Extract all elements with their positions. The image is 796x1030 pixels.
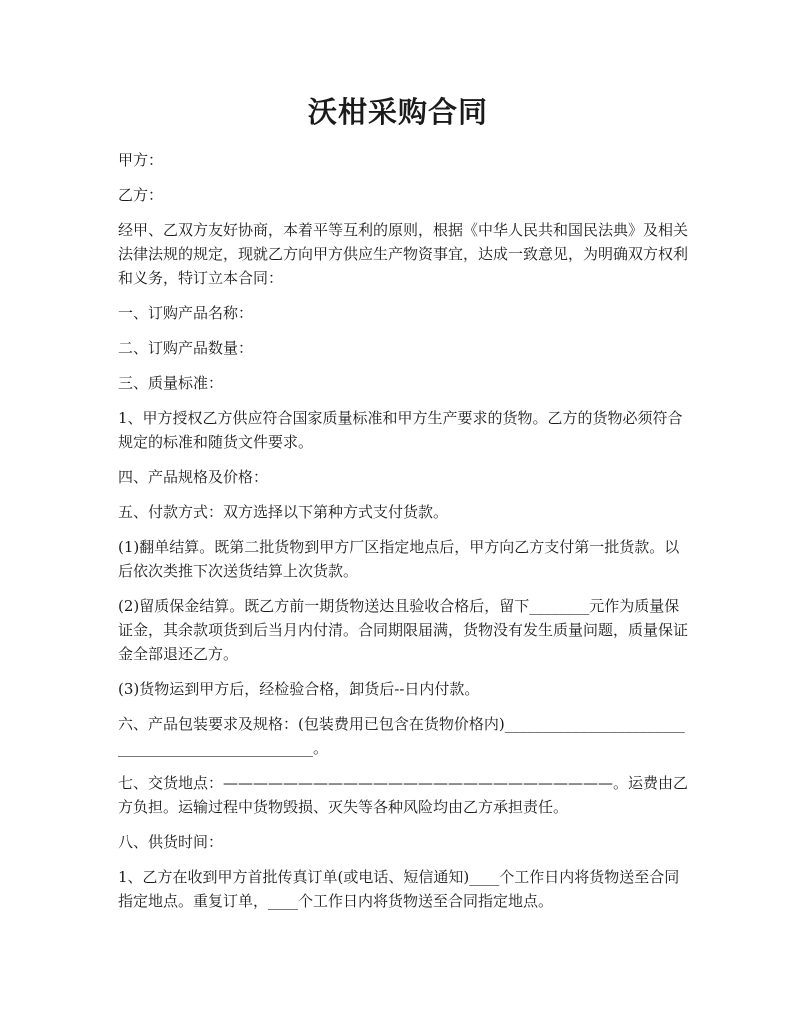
document-body — [118, 148, 688, 924]
preamble-paragraph: 经甲、乙双方友好协商，本着平等互利的原则，根据《中华人民共和国民法典》及相关法律法规的规定，现就乙方向甲方供应生产物资事宜，达成一致意见，为明确双方权利和义务，特订立本合同： — [118, 221, 689, 287]
section-spec-price: 四、产品规格及价格： — [118, 468, 269, 486]
payment-option-3: (3)货物运到甲方后，经检验合格，卸货后--日内付款。 — [118, 680, 480, 698]
section-product-quantity: 二、订购产品数量： — [118, 339, 254, 357]
section-packaging: 六、产品包装要求及规格：(包装费用已包含在货物价格内)__________________________________________________。 — [118, 715, 685, 757]
party-a-line: 甲方： — [118, 151, 164, 169]
section-delivery-place: 七、交货地点：——————————————————————————。运费由乙方负担。运输过程中货物毁损、灭失等各种风险均由乙方承担责任。 — [118, 774, 689, 816]
quality-clause-1: 1、甲方授权乙方供应符合国家质量标准和甲方生产要求的货物。乙方的货物必须符合规定的标准和随货文件要求。 — [118, 409, 683, 451]
document-title: 沃柑采购合同 — [307, 95, 488, 129]
payment-option-2: (2)留质保金结算。既乙方前一期货物送达且验收合格后，留下________元作为质量保证金，其余款项货到后当月内付清。合同期限届满，货物没有发生质量问题，质量保证金全部退还乙方。 — [118, 597, 689, 663]
section-product-name: 一、订购产品名称： — [118, 304, 254, 322]
supply-time-clause-1: 1、乙方在收到甲方首批传真订单(或电话、短信通知)____个工作日内将货物送至合同指定地点。重复订单，____个工作日内将货物送至合同指定地点。 — [118, 868, 680, 910]
section-payment-method: 五、付款方式：双方选择以下第种方式支付货款。 — [118, 503, 449, 521]
party-b-line: 乙方： — [118, 186, 164, 204]
payment-option-1: (1)翻单结算。既第二批货物到甲方厂区指定地点后，甲方向乙方支付第一批货款。以后依次类推下次送货结算上次货款。 — [118, 538, 680, 580]
section-quality-standard: 三、质量标准： — [118, 374, 224, 392]
section-supply-time: 八、供货时间： — [118, 833, 224, 851]
